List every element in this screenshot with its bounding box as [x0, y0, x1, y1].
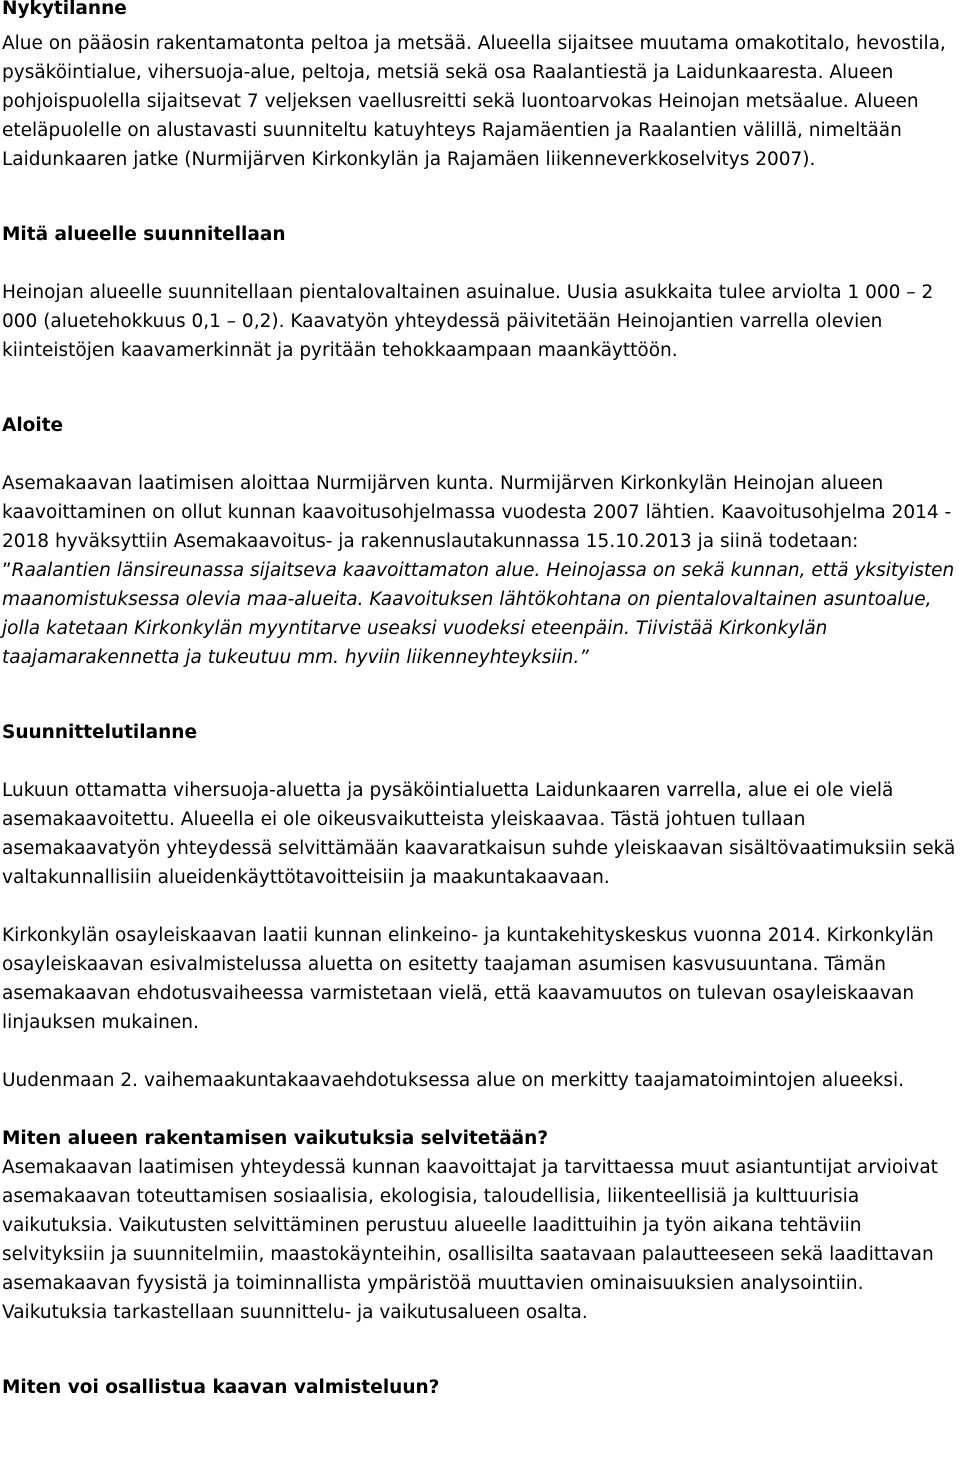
heading-nykytilanne: Nykytilanne	[2, 0, 127, 19]
paragraph-nykytilanne: Alue on pääosin rakentamatonta peltoa ja metsää. Alueella sijaitsee muutama omakotitalo, hevostila, pysäköintialue, vihersuoja-alue, peltoja, metsiä sekä osa Raalantiestä ja Laidunkaaresta. Alueen pohjoispuolella sijaitsevat 7 veljeksen vaellusreitti sekä luontoarvokas Heinojan metsäalue. Alueen eteläpuolelle on alustavasti suunniteltu katuyhteys Rajamäentien ja Raalantien välillä, nimeltään Laidunkaaren jatke (Nurmijärven Kirkonkylän ja Rajamäen liikenneverkkoselvitys 2007).	[2, 33, 946, 170]
heading-suunnitellaan: Mitä alueelle suunnitellaan	[2, 224, 286, 245]
paragraph-suunnittelutilanne-1: Lukuun ottamatta vihersuoja-aluetta ja pysäköintialuetta Laidunkaaren varrella, alue ei ole vielä asemakaavoitettu. Alueella ei ole oikeusvaikutteista yleiskaavaa. Tästä johtuen tullaan asemakaavatyön yhteydessä selvittämään kaavaratkaisun suhde yleiskaavan sisältövaatimuksiin sekä valtakunnallisiin alueidenkäyttötavoitteisiin ja maakuntakaavaan.	[2, 780, 956, 888]
aloite-quote: Raalantien länsireunassa sijaitseva kaavoittamaton alue. Heinojassa on sekä kunnan, että yksityisten maanomistuksessa olevia maa-alueita. Kaavoituksen lähtökohtana on pientalovaltainen asuntoalue, jolla katetaan Kirkonkylän myyntitarve useaksi vuodeksi eteenpäin. Tiivistää Kirkonkylän taajamarakennetta ja tukeutuu mm. hyviin liikenneyhteyksiin.”	[2, 560, 955, 668]
paragraph-vaikutukset: Asemakaavan laatimisen yhteydessä kunnan kaavoittajat ja tarvittaessa muut asiantuntijat arvioivat asemakaavan toteuttamisen sosiaalisia, ekologisia, taloudellisia, liikenteellisiä ja kulttuurisia vaikutuksia. Vaikutusten selvittäminen perustuu alueelle laadittuihin ja työn aikana tehtäviin selvityksiin ja suunnitelmiin, maastokäynteihin, osallisilta saatavaan palautteeseen sekä laadittavan asemakaavan fyysistä ja toiminnallista ympäristöä muuttavien ominaisuuksien analysointiin. Vaikutuksia tarkastellaan suunnittelu- ja vaikutusalueen osalta.	[2, 1157, 938, 1323]
aloite-text: Asemakaavan laatimisen aloittaa Nurmijärven kunta. Nurmijärven Kirkonkylän Heinojan alueen kaavoittaminen on ollut kunnan kaavoitusohjelmassa vuodesta 2007 lähtien. Kaavoitusohjelma 2014 - 2018 hyväksyttiin Asemakaavoitus- ja rakennuslautakunnassa 15.10.2013 ja siinä todetaan: ”	[2, 473, 952, 581]
paragraph-suunnitellaan: Heinojan alueelle suunnitellaan pientalovaltainen asuinalue. Uusia asukkaita tulee arviolta 1 000 – 2 000 (aluetehokkuus 0,1 – 0,2). Kaavatyön yhteydessä päivitetään Heinojantien varrella olevien kiinteistöjen kaavamerkinnät ja pyritään tehokkaampaan maankäyttöön.	[2, 282, 934, 361]
heading-suunnittelutilanne: Suunnittelutilanne	[2, 722, 197, 743]
paragraph-aloite	[2, 469, 958, 672]
heading-vaikutukset: Miten alueen rakentamisen vaikutuksia selvitetään?	[2, 1128, 549, 1149]
paragraph-suunnittelutilanne-3: Uudenmaan 2. vaihemaakuntakaavaehdotuksessa alue on merkitty taajamatoimintojen alueeksi.	[2, 1070, 905, 1091]
heading-aloite: Aloite	[2, 415, 64, 436]
heading-osallistu: Miten voi osallistua kaavan valmisteluun?	[2, 1377, 440, 1398]
paragraph-suunnittelutilanne-2: Kirkonkylän osayleiskaavan laatii kunnan elinkeino- ja kuntakehityskeskus vuonna 2014. Kirkonkylän osayleiskaavan esivalmistelussa aluetta on esitetty taajaman asumisen kasvusuuntana. Tämän asemakaavan ehdotusvaiheessa varmistetaan vielä, että kaavamuutos on tulevan osayleiskaavan linjauksen mukainen.	[2, 925, 934, 1033]
